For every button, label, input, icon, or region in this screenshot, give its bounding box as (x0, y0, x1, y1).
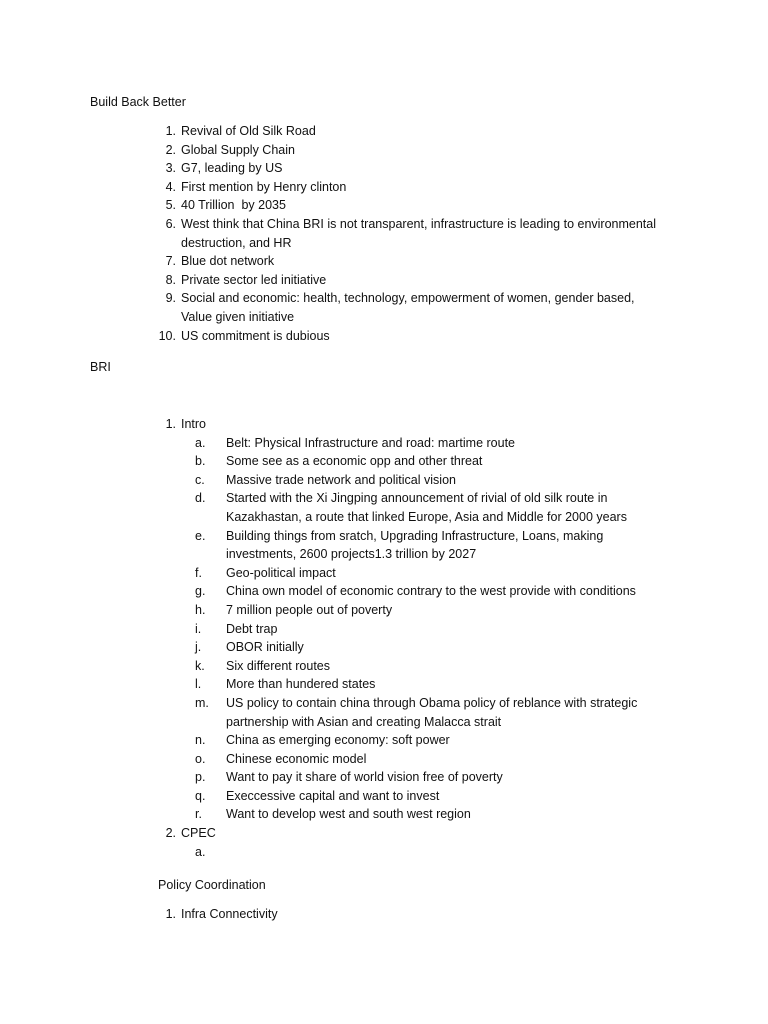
list-letter: m. (195, 695, 209, 710)
list-item (195, 601, 681, 620)
list-letter: c. (195, 472, 205, 487)
list-item-cpec (165, 824, 681, 861)
cpec-sublist (181, 843, 681, 862)
list-item (165, 905, 581, 924)
list-item (195, 564, 681, 583)
list-number: 4. (165, 179, 176, 194)
section-title-bri: BRI (90, 360, 111, 374)
list-item (195, 768, 681, 787)
list-text: Intro (181, 417, 207, 431)
list-item (195, 843, 681, 862)
list-text: Blue dot network (181, 254, 275, 269)
list-text: Massive trade network and political vision (226, 472, 456, 487)
list-text: Geo-political impact (226, 565, 336, 580)
list-letter: a. (195, 844, 206, 859)
list-number: 2. (165, 142, 176, 157)
list-text: China own model of economic contrary to the west provide with conditions (226, 584, 636, 599)
list-number: 1. (165, 417, 176, 431)
list-letter: a. (195, 435, 206, 450)
list-item (195, 675, 681, 694)
list-text: First mention by Henry clinton (181, 179, 347, 194)
list-text: OBOR initially (226, 640, 304, 655)
list-text: Some see as a economic opp and other threat (226, 454, 483, 469)
list-number: 3. (165, 161, 176, 176)
list-text: Execcessive capital and want to invest (226, 788, 440, 803)
list-letter: j. (195, 640, 202, 655)
list-item (195, 471, 681, 490)
list-item (165, 215, 681, 252)
list-item (165, 122, 681, 141)
list-item (195, 694, 681, 731)
list-letter: l. (195, 677, 202, 692)
list-item (165, 141, 681, 160)
list-number: 7. (165, 254, 176, 269)
list-item (165, 289, 681, 326)
list-text: Social and economic: health, technology, empowerment of women, gender based, Value given initiative (181, 291, 635, 324)
list-item (195, 527, 681, 564)
list-item (165, 178, 681, 197)
list-text: Debt trap (226, 621, 278, 636)
list-number: 6. (165, 216, 176, 231)
build-back-better-list (158, 122, 681, 345)
list-text: Private sector led initiative (181, 272, 327, 287)
list-text: Six different routes (226, 658, 330, 673)
list-item (195, 750, 681, 769)
section-title-build-back-better: Build Back Better (90, 95, 186, 109)
list-text: Infra Connectivity (181, 907, 278, 921)
list-item (195, 787, 681, 806)
section-title-policy-coordination: Policy Coordination (158, 878, 266, 892)
list-item (195, 434, 681, 453)
list-number: 9. (165, 291, 176, 306)
list-letter: o. (195, 751, 206, 766)
list-item (195, 620, 681, 639)
list-item (195, 731, 681, 750)
list-text: West think that China BRI is not transparent, infrastructure is leading to environmental destruction, and HR (181, 216, 657, 250)
list-text: China as emerging economy: soft power (226, 733, 450, 748)
list-number: 10. (158, 328, 176, 343)
list-item (165, 159, 681, 178)
policy-coordination-list (165, 905, 581, 924)
list-text: CPEC (181, 826, 216, 841)
list-letter: g. (195, 584, 206, 599)
list-letter: q. (195, 788, 206, 803)
list-item (195, 805, 681, 824)
list-text: Want to pay it share of world vision free of poverty (226, 770, 503, 785)
list-text: Revival of Old Silk Road (181, 124, 316, 138)
list-item (165, 196, 681, 215)
list-number: 1. (165, 907, 176, 921)
list-letter: b. (195, 454, 206, 469)
list-item (165, 271, 681, 290)
list-letter: d. (195, 491, 206, 506)
list-text: US policy to contain china through Obama policy of reblance with strategic partnership with Asian and creating Malacca strait (226, 695, 638, 729)
list-text: 7 million people out of poverty (226, 602, 393, 617)
list-letter: p. (195, 770, 206, 785)
list-item-intro (165, 415, 681, 824)
list-text: G7, leading by US (181, 161, 283, 176)
list-text: 40 Trillion by 2035 (181, 198, 286, 213)
list-number: 8. (165, 272, 176, 287)
list-text: Building things from sratch, Upgrading Infrastructure, Loans, making investments, 2600 projects1.3 trillion by 2027 (226, 528, 604, 562)
list-number: 2. (165, 826, 176, 841)
list-text: More than hundered states (226, 677, 376, 692)
list-item (195, 638, 681, 657)
list-item (158, 327, 681, 346)
list-text: US commitment is dubious (181, 328, 330, 343)
list-letter: n. (195, 733, 206, 748)
list-text: Global Supply Chain (181, 142, 295, 157)
list-item (195, 489, 681, 526)
intro-sublist (181, 434, 681, 824)
list-number: 5. (165, 198, 176, 213)
list-item (165, 252, 681, 271)
list-item (195, 582, 681, 601)
list-letter: e. (195, 528, 206, 543)
list-text: Want to develop west and south west region (226, 807, 471, 822)
list-text: Chinese economic model (226, 751, 367, 766)
list-letter: k. (195, 658, 205, 673)
list-text: Started with the Xi Jingping announcement of rivial of old silk route in Kazakhastan, a route that linked Europe, Asia and Middle for 2000 years (226, 491, 627, 524)
list-item (195, 452, 681, 471)
list-letter: r. (195, 807, 202, 822)
list-item (195, 657, 681, 676)
list-text: Belt: Physical Infrastructure and road: martime route (226, 435, 516, 450)
list-letter: h. (195, 602, 206, 617)
list-number: 1. (165, 124, 176, 138)
list-letter: f. (195, 565, 202, 580)
bri-list (165, 415, 681, 861)
list-letter: i. (195, 621, 202, 636)
